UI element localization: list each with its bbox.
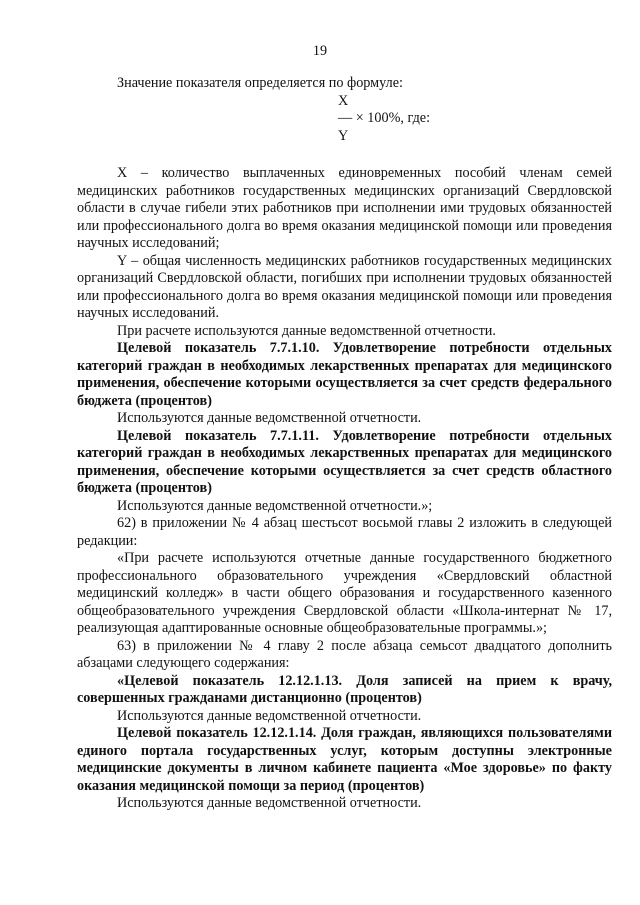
formula-numerator: X (338, 93, 349, 109)
paragraph-source-note-2: Используются данные ведомственной отчетности.»; (117, 497, 433, 514)
paragraph-source-note-1: Используются данные ведомственной отчетности. (117, 410, 422, 426)
paragraph-item-63: 63) в приложении № 4 главу 2 после абзаца семьсот двадцатого дополнить абзацами следующего содержания: (77, 637, 612, 671)
paragraph-item-62: 62) в приложении № 4 абзац шестьсот восьмой главы 2 изложить в следующей редакции: (77, 515, 612, 549)
paragraph-indicator-7-7-1-11: Целевой показатель 7.7.1.11. Удовлетворение потребности отдельных категорий граждан в необходимых лекарственных препаратах для медицинского применения, обеспечение которыми осуществляется за счет средств областного бюджета (процентов) (77, 427, 612, 496)
formula-intro: Значение показателя определяется по формуле: (117, 75, 403, 91)
page-number: 19 (312, 43, 328, 59)
paragraph-source-note-3: Используются данные ведомственной отчетности. (117, 707, 422, 724)
paragraph-source-note-4: Используются данные ведомственной отчетности. (117, 795, 422, 811)
formula-line: — × 100%, где: (338, 110, 431, 126)
formula-denominator: Y (338, 128, 349, 144)
paragraph-quote-62: «При расчете используются отчетные данные государственного бюджетного профессионального образовательного учреждения «Свердловский областной медицинский колледж» в части общего образования и государственного казенного общеобразовательного учреждения Свердловской области «Школа-интернат № 17, реализующая адаптированные основные общеобразовательные программы.»; (77, 550, 612, 636)
paragraph-x-definition: X – количество выплаченных единовременных пособий членам семей медицинских работников государственных медицинских организаций Свердловской области в случае гибели этих работников при исполнении ими трудовых обязанностей или профессионального долга во время оказания медицинской помощи или проведения научных исследований; (77, 165, 612, 251)
document-body (77, 165, 612, 813)
paragraph-indicator-12-12-1-14: Целевой показатель 12.12.1.14. Доля граждан, являющихся пользователями единого портала государственных услуг, которым доступны электронные медицинские документы в личном кабинете пациента «Мое здоровье» по факту оказания медицинской помощи за период (процентов) (77, 725, 612, 794)
paragraph-calc-note: При расчете используются данные ведомственной отчетности. (117, 322, 496, 339)
paragraph-indicator-7-7-1-10: Целевой показатель 7.7.1.10. Удовлетворение потребности отдельных категорий граждан в необходимых лекарственных препаратах для медицинского применения, обеспечение которыми осуществляется за счет средств федерального бюджета (процентов) (77, 340, 612, 409)
paragraph-y-definition: Y – общая численность медицинских работников государственных медицинских организаций Свердловской области, погибших при исполнении трудовых обязанностей или профессионального долга во время оказания медицинской помощи или проведения научных исследований. (77, 252, 612, 321)
paragraph-indicator-12-12-1-13: «Целевой показатель 12.12.1.13. Доля записей на прием к врачу, совершенных гражданами дистанционно (процентов) (77, 672, 612, 706)
